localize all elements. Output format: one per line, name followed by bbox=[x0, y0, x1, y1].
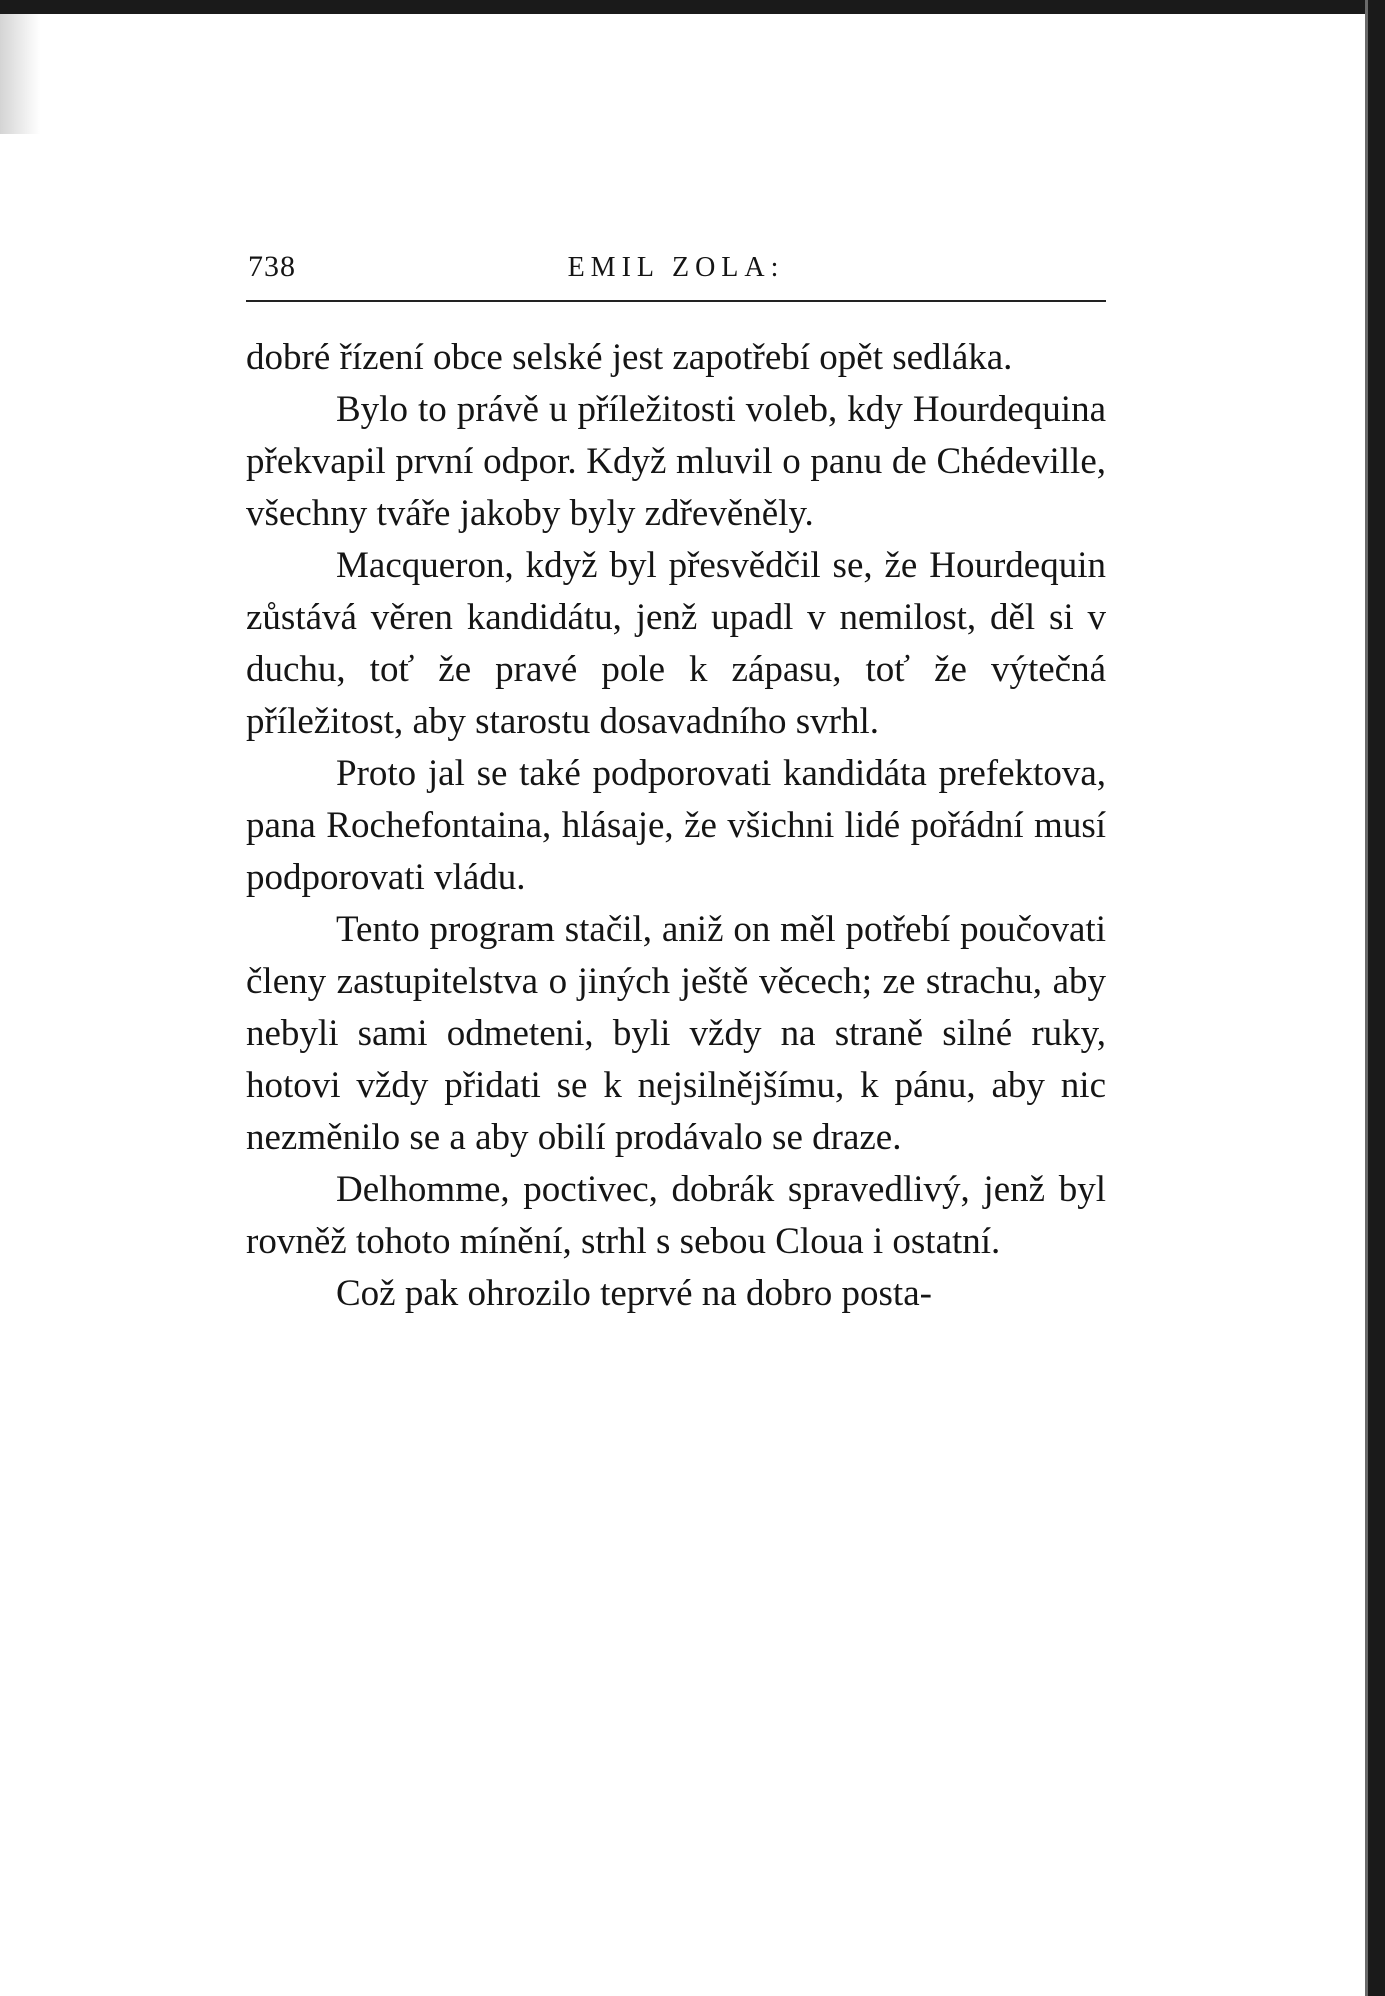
running-title: EMIL ZOLA: bbox=[567, 252, 785, 283]
paragraph: Což pak ohrozilo teprvé na dobro posta- bbox=[336, 1273, 932, 1314]
paragraph: dobré řízení obce selské jest zapotřebí opět sedláka. bbox=[246, 337, 1013, 378]
running-header bbox=[246, 238, 1106, 302]
paragraph: Tento program stačil, aniž on měl potřebí poučovati členy zastupitelstva o jiných ještě věcech; ze strachu, aby nebyli sami odmeteni, byli vždy na straně silné ruky, hotovi vždy přidati se k nejsilnějšímu, k pánu, aby nic nezměnilo se a aby obilí prodávalo se draze. bbox=[246, 909, 1106, 1158]
body-text bbox=[246, 332, 1106, 1320]
book-page bbox=[246, 238, 1106, 1320]
paragraph: Proto jal se také podporovati kandidáta prefektova, pana Rochefontaina, hlásaje, že všichni lidé pořádní musí podporovati vládu. bbox=[246, 753, 1106, 898]
scan-border-top bbox=[0, 0, 1385, 14]
paragraph: Delhomme, poctivec, dobrák spravedlivý, jenž byl rovněž tohoto mínění, strhl s sebou Cloua i ostatní. bbox=[246, 1169, 1106, 1262]
paragraph: Macqueron, když byl přesvědčil se, že Hourdequin zůstává věren kandidátu, jenž upadl v nemilost, děl si v duchu, toť že pravé pole k zápasu, toť že výtečná příležitost, aby starostu dosavadního svrhl. bbox=[246, 545, 1106, 742]
scan-shadow bbox=[0, 14, 40, 134]
page-number: 738 bbox=[248, 250, 296, 283]
paragraph: Bylo to právě u příležitosti voleb, kdy Hourdequina překvapil první odpor. Když mluvil o panu de Chédeville, všechny tváře jakoby byly zdřevěněly. bbox=[246, 389, 1106, 534]
scan-border-right bbox=[1368, 0, 1385, 1996]
